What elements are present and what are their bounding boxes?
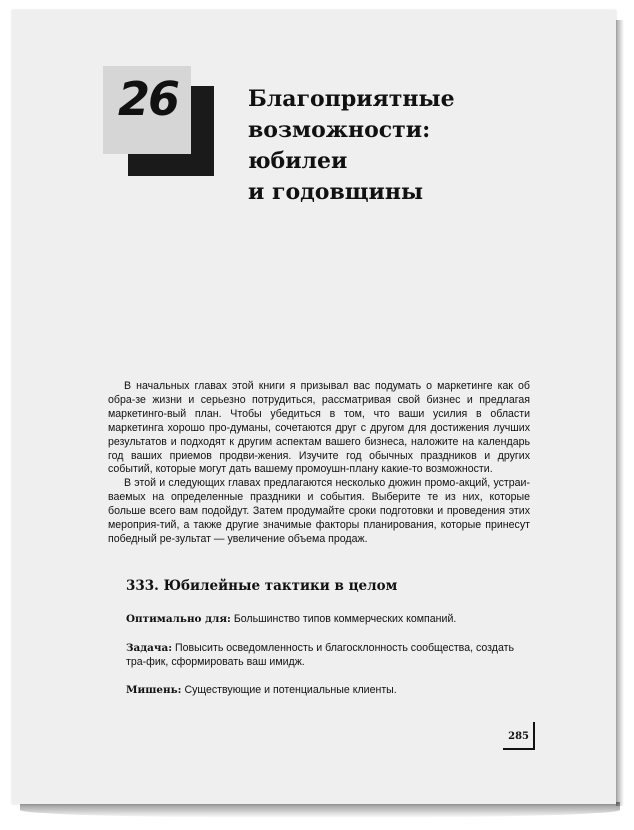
field-goal: [126, 641, 532, 669]
chapter-title-line: юбилеи: [248, 148, 348, 174]
page-shadow-bottom: [20, 802, 620, 818]
intro-text: [108, 380, 530, 547]
field-text: Повысить осведомленность и благосклонность сообщества, создать тра-фик, сформировать ваш имидж.: [126, 642, 514, 668]
field-text: Большинство типов коммерческих компаний.: [233, 613, 457, 625]
paragraph: В начальных главах этой книги я призывал вас подумать о маркетинге как об обра-зе жизни и серьезно потрудиться, рассматривая свой бизнес и предлагая маркетинго-вый план. Чтобы убедиться в том, что ваши усилия в области маркетинга хорошо про-думаны, сочетаются друг с другом для достижения лучших результатов и подходят к другим аспектам вашего бизнеса, наложите на календарь год ваших приемов продви-жения. Изучите год обычных праздников и других событий, которые могут дать вашему промоушн-плану какие-то возможности.: [108, 380, 530, 476]
field-label: Оптимально для:: [126, 613, 231, 625]
chapter-title-line: возможности:: [248, 117, 431, 143]
chapter-number: 26: [117, 72, 178, 126]
field-label: Задача:: [126, 642, 173, 654]
field-optimal-for: [126, 612, 532, 626]
page-number: 285: [508, 731, 529, 742]
chapter-title: [248, 84, 568, 208]
page-number-frame: [503, 722, 535, 750]
page-shadow-right: [616, 20, 624, 806]
paragraph: В этой и следующих главах предлагаются несколько дюжин промо-акций, устраи-ваемых на определенные праздники и события. Выберите те из них, которые больше всего вам подойдут. Затем продумайте сроки подготовки и проведения этих мероприя-тий, а также другие значимые факторы планирования, которые принесут победный ре-зультат — увеличение объема продаж.: [108, 477, 530, 545]
field-text: Существующие и потенциальные клиенты.: [184, 684, 397, 696]
field-target: [126, 683, 532, 697]
field-label: Мишень:: [126, 684, 182, 696]
section-heading: 333. Юбилейные тактики в целом: [126, 578, 398, 594]
chapter-title-line: и годовщины: [248, 179, 424, 205]
chapter-title-line: Благоприятные: [248, 86, 455, 112]
